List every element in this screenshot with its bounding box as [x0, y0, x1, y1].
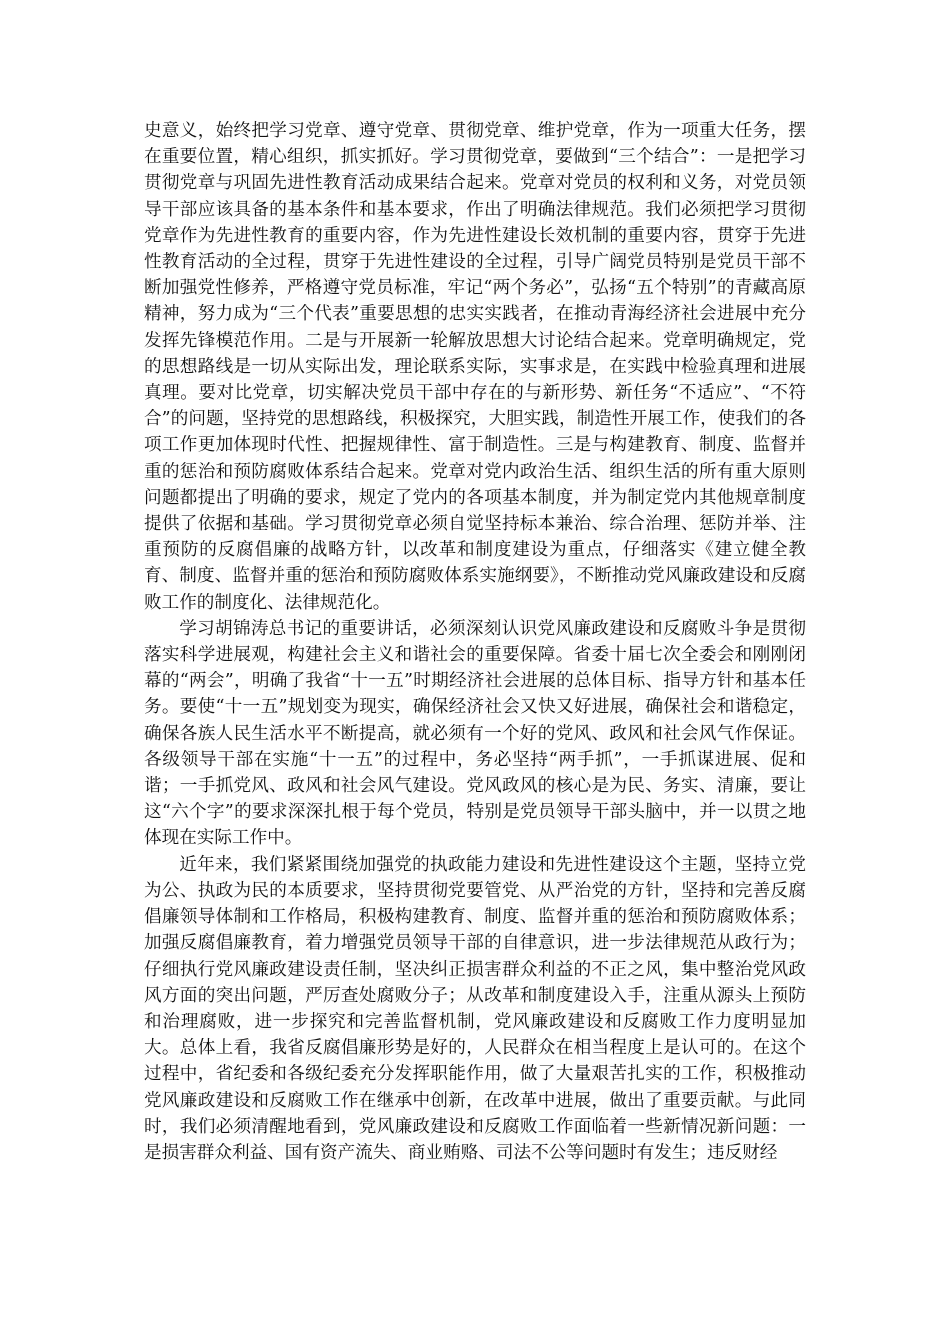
paragraph-speech-study: 学习胡锦涛总书记的重要讲话，必须深刻认识党风廉政建设和反腐败斗争是贯彻落实科学进展观，构建社会主义和谐社会的重要保障。省委十届七次全委会和刚刚闭幕的“两会”，明确了我省“十一五”时期经济社会进展的总体目标、指导方针和基本任务。要使“十一五”规划变为现实，确保经济社会又快又好进展，确保社会和谐稳定，确保各族人民生活水平不断提高，就必须有一个好的党风、政风和社会风气作保证。各级领导干部在实施“十一五”的过程中，务必坚持“两手抓”，一手抓谋进展、促和谐；一手抓党风、政风和社会风气建设。党风政风的核心是为民、务实、清廉，要让这“六个字”的要求深深扎根于每个党员，特别是党员领导干部头脑中，并一以贯之地体现在实际工作中。 — [144, 618, 806, 849]
paragraph-recent-years: 近年来，我们紧紧围绕加强党的执政能力建设和先进性建设这个主题，坚持立党为公、执政为民的本质要求，坚持贯彻党要管党、从严治党的方针，坚持和完善反腐倡廉领导体制和工作格局，积极构建教育、制度、监督并重的惩治和预防腐败体系；加强反腐倡廉教育，着力增强党员领导干部的自律意识，进一步法律规范从政行为；仔细执行党风廉政建设责任制，坚决纠正损害群众利益的不正之风，集中整治党风政风方面的突出问题，严厉查处腐败分子；从改革和制度建设入手，注重从源头上预防和治理腐败，进一步探究和完善监督机制，党风廉政建设和反腐败工作力度明显加大。总体上看，我省反腐倡廉形势是好的，人民群众在相当程度上是认可的。在这个过程中，省纪委和各级纪委充分发挥职能作用，做了大量艰苦扎实的工作，积极推动党风廉政建设和反腐败工作在继承中创新，在改革中进展，做出了重要贡献。与此同时，我们必须清醒地看到，党风廉政建设和反腐败工作面临着一些新情况新问题：一是损害群众利益、国有资产流失、商业贿赂、司法不公等问题时有发生；违反财经 — [144, 854, 806, 1163]
paragraph-continuation: 史意义，始终把学习党章、遵守党章、贯彻党章、维护党章，作为一项重大任务，摆在重要位置，精心组织，抓实抓好。学习贯彻党章，要做到“三个结合”：一是把学习贯彻党章与巩固先进性教育活动成果结合起来。党章对党员的权利和义务，对党员领导干部应该具备的基本条件和基本要求，作出了明确法律规范。我们必须把学习贯彻党章作为先进性教育的重要内容，作为先进性建设长效机制的重要内容，贯穿于先进性教育活动的全过程，贯穿于先进性建设的全过程，引导广阔党员特别是党员干部不断加强党性修养，严格遵守党员标准，牢记“两个务必”，弘扬“五个特别”的青藏高原精神，努力成为“三个代表”重要思想的忠实实践者，在推动青海经济社会进展中充分发挥先锋模范作用。二是与开展新一轮解放思想大讨论结合起来。党章明确规定，党的思想路线是一切从实际出发，理论联系实际，实事求是，在实践中检验真理和进展真理。要对比党章，切实解决党员干部中存在的与新形势、新任务“不适应”、“不符合”的问题，坚持党的思想路线，积极探究，大胆实践，制造性开展工作，使我们的各项工作更加体现时代性、把握规律性、富于制造性。三是与构建教育、制度、监督并重的惩治和预防腐败体系结合起来。党章对党内政治生活、组织生活的所有重大原则问题都提出了明确的要求，规定了党内的各项基本制度，并为制定党内其他规章制度提供了依据和基础。学习贯彻党章必须自觉坚持标本兼治、综合治理、惩防并举、注重预防的反腐倡廉的战略方针，以改革和制度建设为重点，仔细落实《建立健全教育、制度、监督并重的惩治和预防腐败体系实施纲要》，不断推动党风廉政建设和反腐败工作的制度化、法律规范化。 — [144, 121, 806, 613]
document-body — [144, 118, 806, 1166]
